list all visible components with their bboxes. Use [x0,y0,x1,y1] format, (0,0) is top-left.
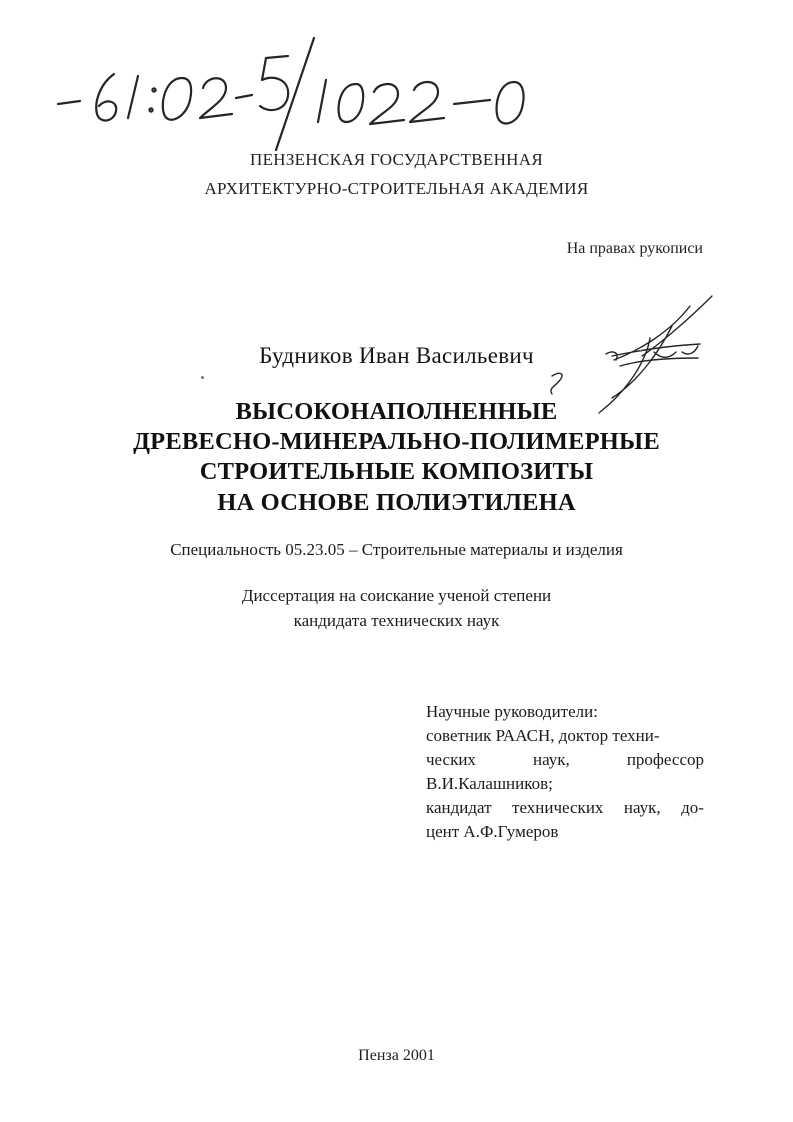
advisor-line-4 [426,796,704,820]
degree-line-2: кандидата технических наук [293,611,500,630]
title-line-1: ВЫСОКОНАПОЛНЕННЫЕ [235,398,558,425]
advisor-line-4-word: до- [681,798,704,817]
author-name: Будников Иван Васильевич [259,343,534,368]
advisor-line-2-word: профессор [626,750,704,769]
advisor-line-3: В.И.Калашников; [426,774,553,793]
advisor-line-2-word: ческих [426,750,476,769]
handwritten-catalog-number [0,0,793,160]
advisor-line-5: цент А.Ф.Гумеров [426,822,559,841]
advisor-line-4-word: технических [512,798,604,817]
advisor-line-2 [426,748,704,772]
institution-line-2: АРХИТЕКТУРНО-СТРОИТЕЛЬНАЯ АКАДЕМИЯ [204,179,589,198]
advisor-line-4-word: наук, [623,798,661,817]
advisor-line-2-word: наук, [532,750,570,769]
degree-line-1: Диссертация на соискание ученой степени [241,586,552,605]
institution-line-1: ПЕНЗЕНСКАЯ ГОСУДАРСТВЕННАЯ [250,150,543,169]
rights-note: На правах рукописи [566,240,703,257]
place-and-year: Пенза 2001 [358,1047,435,1064]
advisor-line-1: советник РААСН, доктор техни- [426,726,660,745]
title-line-3: СТРОИТЕЛЬНЫЕ КОМПОЗИТЫ [199,458,594,485]
advisors-heading: Научные руководители: [426,702,598,721]
advisor-line-4-word: кандидат [426,798,492,817]
title-line-2: ДРЕВЕСНО-МИНЕРАЛЬНО-ПОЛИМЕРНЫЕ [133,428,660,455]
title-line-4: НА ОСНОВЕ ПОЛИЭТИЛЕНА [217,489,576,516]
specialty: Специальность 05.23.05 – Строительные материалы и изделия [170,540,623,559]
